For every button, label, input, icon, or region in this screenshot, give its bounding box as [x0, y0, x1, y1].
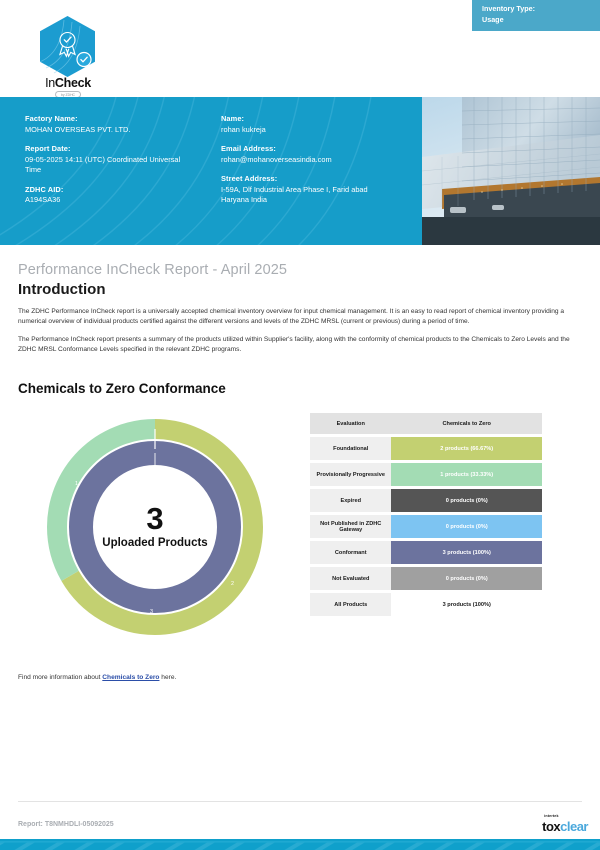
field-email-address [221, 144, 389, 165]
inventory-type-value: Usage [482, 14, 504, 24]
logo-name-thin: In [45, 76, 55, 90]
toxclear-clear: clear [560, 819, 588, 834]
street-address-value: I-59A, Dlf Industrial Area Phase I, Farid abad Haryana India [221, 184, 368, 204]
header-info [25, 114, 405, 215]
donut-slice-label-3: 3 [150, 609, 153, 616]
row-label-conformant: Conformant [310, 541, 391, 564]
field-zdhc-aid [25, 185, 193, 206]
find-more-prefix: Find more information about [18, 674, 103, 682]
donut-inner-slice-3 [81, 453, 229, 601]
bottom-strip-stripes [0, 841, 600, 850]
chemicals-to-zero-link[interactable]: Chemicals to Zero [102, 674, 160, 682]
table-header-row [310, 413, 542, 434]
table-row [310, 463, 542, 486]
report-header-band [0, 97, 600, 245]
incheck-wordmark [30, 76, 106, 90]
email-address-value: rohan@mohanoverseasindia.com [221, 154, 332, 164]
conformance-donut-chart [44, 416, 266, 638]
field-report-date [25, 144, 193, 176]
donut-slice-label-1: 1 [75, 481, 78, 488]
bottom-strip [0, 839, 600, 850]
toxclear-logo [542, 815, 588, 833]
table-row [310, 489, 542, 512]
factory-name-label: Factory Name: [25, 114, 78, 123]
report-date-label: Report Date: [25, 144, 71, 153]
table-header-evaluation: Evaluation [310, 413, 391, 434]
row-label-not-published: Not Published in ZDHC Gateway [310, 515, 391, 538]
introduction-paragraph-1: The ZDHC Performance InCheck report is a universally accepted chemical inventory overview for input chemical management. It is an easy to read report of chemical inventory providing a numerical overview of individual products certified against the different versions and levels of the ZDHC MRSL (current or previous) during a period of time. [18, 308, 565, 325]
factory-name-value: MOHAN OVERSEAS PVT. LTD. [25, 124, 131, 134]
uploaded-products-count: 3 [146, 501, 164, 537]
donut-chart-svg [44, 416, 266, 638]
row-value-foundational: 2 products (66.67%) [391, 437, 542, 460]
conformance-heading: Chemicals to Zero Conformance [18, 381, 226, 397]
field-street-address [221, 174, 389, 206]
table-header-chemicals-to-zero: Chemicals to Zero [391, 413, 542, 434]
header-right-column [221, 114, 389, 215]
find-more-suffix: here. [159, 674, 177, 682]
contact-name-value: rohan kukreja [221, 124, 266, 134]
donut-chart-container [0, 410, 310, 638]
header-left-column [25, 114, 193, 215]
row-label-not-evaluated: Not Evaluated [310, 567, 391, 590]
footer-divider [18, 801, 582, 802]
email-address-label: Email Address: [221, 144, 276, 153]
conformance-panel [0, 410, 600, 638]
page-title: Performance InCheck Report - April 2025 [18, 262, 288, 278]
toxclear-tox: tox [542, 819, 561, 834]
introduction-heading: Introduction [18, 281, 106, 298]
street-address-label: Street Address: [221, 174, 278, 183]
row-value-conformant: 3 products (100%) [391, 541, 542, 564]
find-more-info [18, 674, 600, 681]
table-row [310, 437, 542, 460]
table-row [310, 515, 542, 538]
zdhc-aid-value: A194SA36 [25, 195, 61, 204]
row-value-all-products: 3 products (100%) [442, 601, 491, 608]
introduction-paragraph-2: The Performance InCheck report presents a summary of the products utilized within Supplier's facility, along with the conformity of chemical products to the Chemicals to Zero Levels and the ZDHC MRSL Conformance Levels specified in the relevant ZDHC programs. [18, 336, 570, 353]
row-value-not-published: 0 products (0%) [391, 515, 542, 538]
table-row [310, 541, 542, 564]
zdhc-aid-label: ZDHC AID: [25, 184, 64, 194]
incheck-logo [30, 16, 106, 97]
table-row [310, 593, 542, 616]
row-value-not-evaluated: 0 products (0%) [391, 567, 542, 590]
report-id: Report: T8NMHDLI-05092025 [18, 821, 114, 828]
table-row [310, 567, 542, 590]
field-factory-name [25, 114, 193, 135]
conformance-table [310, 410, 542, 619]
logo-byline-pill: by ZDHC [55, 91, 81, 98]
inventory-type-label: Inventory Type: [482, 4, 535, 13]
report-date-value: 09-05-2025 14:11 (UTC) Coordinated Universal Time [25, 154, 181, 174]
logo-name-bold: Check [54, 76, 91, 90]
row-label-all-products: All Products [310, 593, 391, 616]
field-contact-name [221, 114, 389, 135]
intertek-wordmark: intertek [544, 814, 559, 819]
report-content [0, 245, 600, 681]
toxclear-wordmark [542, 820, 588, 833]
row-value-expired: 0 products (0%) [391, 489, 542, 512]
row-value-provisionally-progressive: 1 products (33.33%) [391, 463, 542, 486]
building-photo [422, 97, 600, 245]
inventory-type-badge [472, 0, 600, 31]
row-label-foundational: Foundational [310, 437, 391, 460]
hexagon-badge-icon [40, 16, 95, 77]
row-label-expired: Expired [310, 489, 391, 512]
row-label-provisionally-progressive: Provisionally Progressive [310, 463, 391, 486]
uploaded-products-label: Uploaded Products [102, 537, 208, 550]
contact-name-label: Name: [221, 114, 245, 123]
donut-slice-label-2: 2 [231, 581, 234, 588]
